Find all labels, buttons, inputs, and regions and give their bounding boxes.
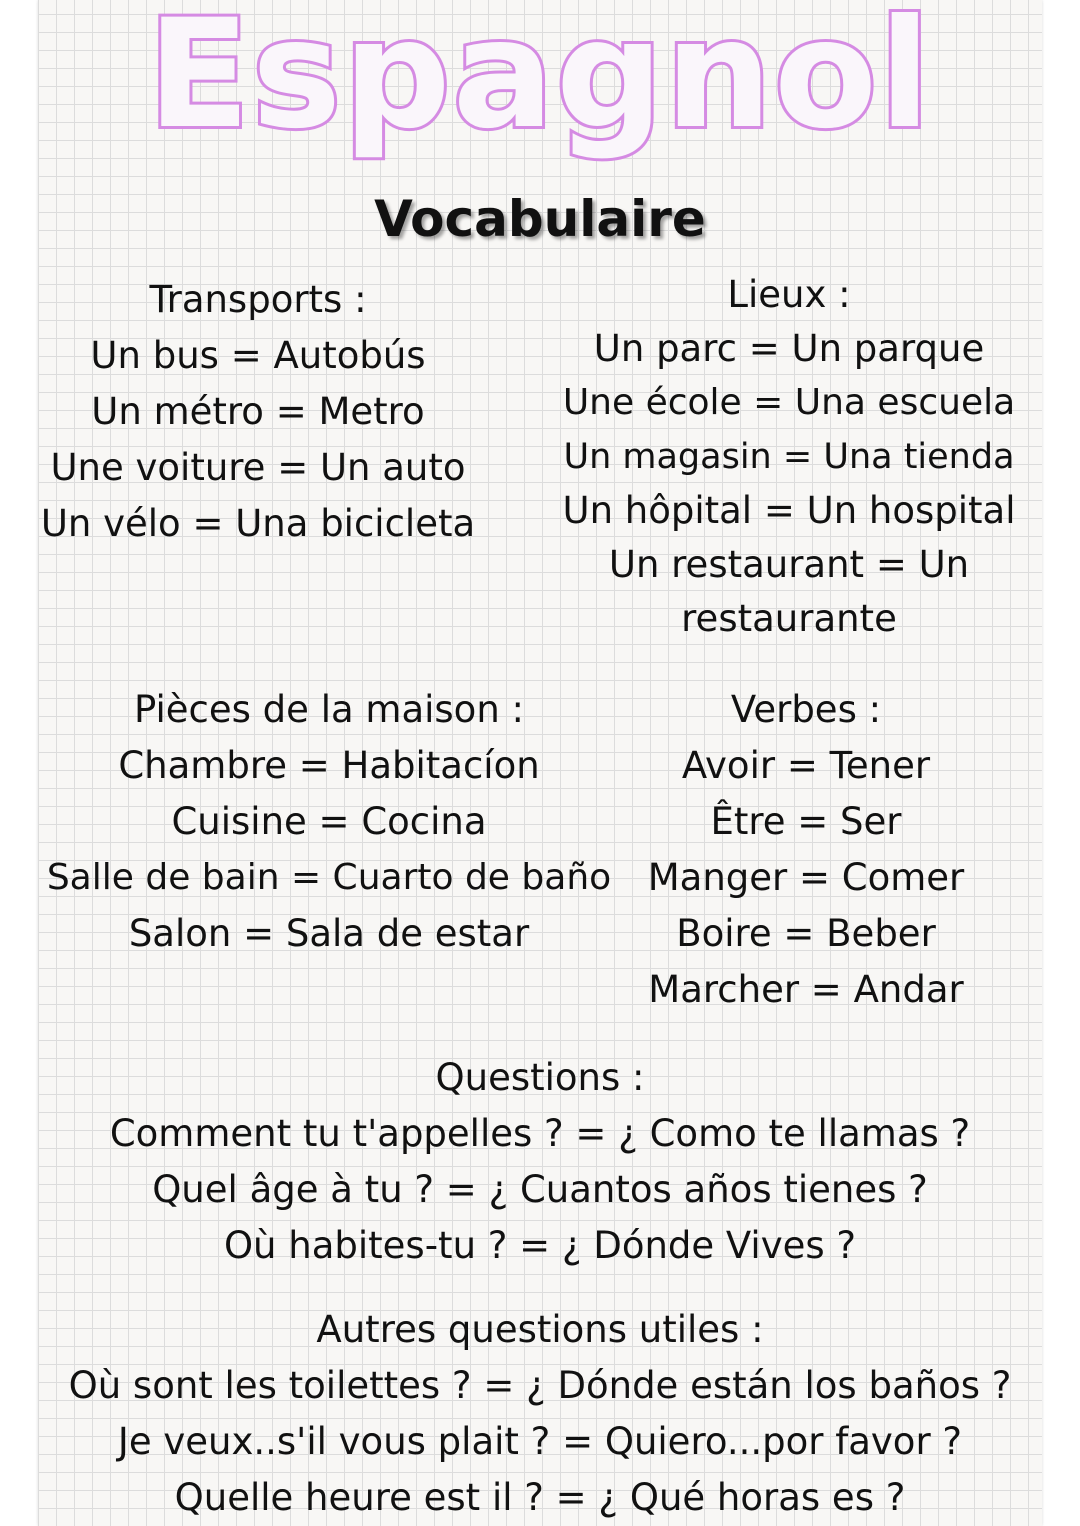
vocab-item: Je veux..s'il vous plait ? = Quiero...por favor ? [117,1420,963,1463]
vocab-item: Un hôpital = Un hospital [562,489,1016,532]
verbes-section [630,682,982,1018]
vocab-item: restaurante [681,597,897,640]
vocab-item: Quelle heure est il ? = ¿ Qué horas es ? [174,1476,906,1519]
vocab-item: Avoir = Tener [681,744,931,787]
pieces-section [40,682,618,962]
vocab-item: Un parc = Un parque [593,327,985,370]
page-subtitle: Vocabulaire [374,190,706,248]
vocab-item: Comment tu t'appelles ? = ¿ Como te llamas ? [109,1112,971,1155]
vocab-item: Une école = Una escuela [562,382,1016,423]
vocab-item: Un bus = Autobús [90,334,426,377]
vocab-item: Quel âge à tu ? = ¿ Cuantos años tienes ? [152,1168,928,1211]
vocab-item: Chambre = Habitacíon [118,744,540,787]
vocab-item: Un métro = Metro [91,390,425,433]
vocab-item: Être = Ser [710,800,902,843]
vocab-item: Salle de bain = Cuarto de baño [46,857,612,898]
vocab-item: Marcher = Andar [648,968,964,1011]
vocab-item: Où habites-tu ? = ¿ Dónde Vives ? [223,1224,857,1267]
section-heading: Autres questions utiles : [316,1308,764,1351]
transports-section [38,272,478,552]
lieux-section [560,268,1018,646]
vocab-item: Une voiture = Un auto [50,446,466,489]
vocab-item: Salon = Sala de estar [128,912,530,955]
vocab-item: Un restaurant = Un [608,543,970,586]
section-heading: Pièces de la maison : [134,688,524,731]
autres-questions-section [40,1302,1040,1526]
vocab-item: Boire = Beber [676,912,936,955]
vocab-item: Cuisine = Cocina [171,800,487,843]
section-heading: Transports : [149,278,367,321]
page-title: Espagnol [147,0,933,162]
vocab-item: Manger = Comer [647,856,965,899]
section-heading: Lieux : [727,273,851,316]
section-heading: Verbes : [730,688,882,731]
section-heading: Questions : [435,1056,645,1099]
vocab-item: Où sont les toilettes ? = ¿ Dónde están los baños ? [68,1364,1012,1407]
vocab-item: Un vélo = Una bicicleta [40,502,476,545]
questions-section [40,1050,1040,1274]
vocab-item: Un magasin = Una tienda [563,437,1015,477]
